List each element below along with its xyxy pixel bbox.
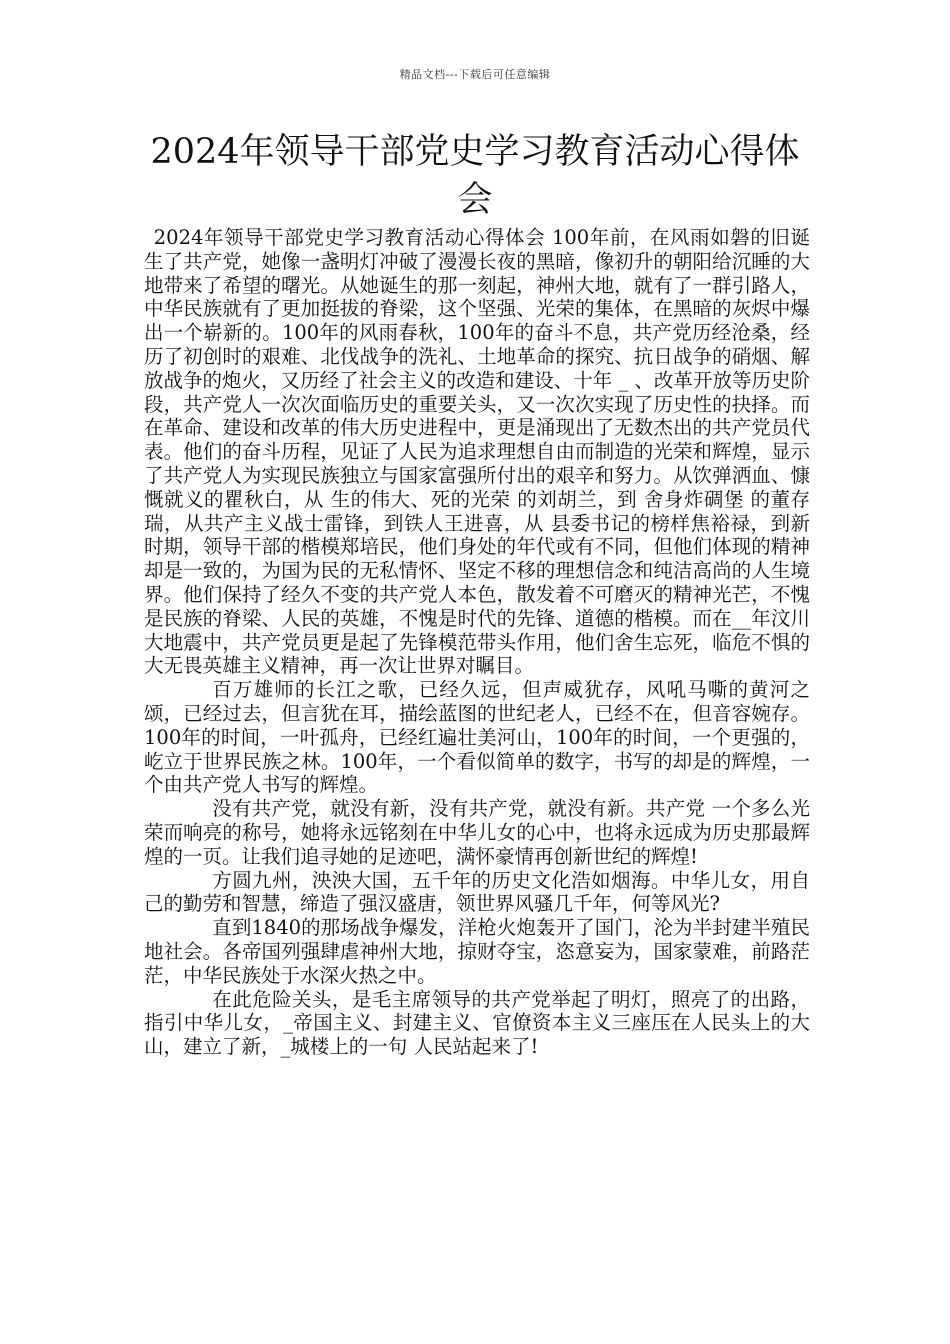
body-paragraph: 没有共产党，就没有新，没有共产党，就没有新。共产党 一个多么光荣而响亮的称号，她将永远铭刻在中华儿女的心中，也将永远成为历史那最辉煌的一页。让我们追寻她的足迹吧，满怀豪情再创新世纪的辉煌! — [144, 797, 810, 868]
document-body — [144, 226, 810, 1059]
header-note: 精品文档---下载后可任意编辑 — [399, 68, 551, 81]
body-paragraph: 方圆九州，泱泱大国，五千年的历史文化浩如烟海。中华儿女，用自己的勤劳和智慧，缔造了强汉盛唐，领世界风骚几千年，何等风光? — [144, 868, 810, 916]
body-paragraph: 直到1840的那场战争爆发，洋枪火炮轰开了国门，沦为半封建半殖民地社会。各帝国列强肆虐神州大地，掠财夺宝，恣意妄为，国家蒙难，前路茫茫，中华民族处于水深火热之中。 — [144, 916, 810, 987]
body-paragraph: 2024年领导干部党史学习教育活动心得体会 100年前，在风雨如磐的旧诞生了共产党，她像一盏明灯冲破了漫漫长夜的黑暗，像初升的朝阳给沉睡的大地带来了希望的曙光。从她诞生的那一刻起，神州大地，就有了一群引路人，中华民族就有了更加挺拔的脊梁，这个坚强、光荣的集体，在黑暗的灰烬中爆出一个崭新的。100年的风雨春秋，100年的奋斗不息，共产党历经沧桑，经历了初创时的艰难、北伐战争的洗礼、土地革命的探究、抗日战争的硝烟、解放战争的炮火，又历经了社会主义的改造和建设、十年 _ 、改革开放等历史阶段，共产党人一次次面临历史的重要关头，又一次次实现了历史性的抉择。而在革命、建设和改革的伟大历史进程中，更是涌现出了无数杰出的共产党员代表。他们的奋斗历程，见证了人民为追求理想自由而制造的光荣和辉煌，显示了共产党人为实现民族独立与国家富强所付出的艰辛和努力。从饮弹洒血、慷慨就义的瞿秋白，从 生的伟大、死的光荣 的刘胡兰，到 舍身炸碉堡 的董存瑞，从共产主义战士雷锋，到铁人王进喜，从 县委书记的榜样焦裕禄，到新时期，领导干部的楷模郑培民，他们身处的年代或有不同，但他们体现的精神却是一致的，为国为民的无私情怀、坚定不移的理想信念和纯洁高尚的人生境界。他们保持了经久不变的共产党人本色，散发着不可磨灭的精神光芒，不愧是民族的脊梁、人民的英雄，不愧是时代的先锋、道德的楷模。而在__年汶川大地震中，共产党员更是起了先锋模范带头作用，他们舍生忘死，临危不惧的大无畏英雄主义精神，再一次让世界对瞩目。 — [144, 226, 810, 678]
document-title: 2024年领导干部党史学习教育活动心得体会 — [150, 132, 800, 220]
body-paragraph: 在此危险关头，是毛主席领导的共产党举起了明灯，照亮了的出路，指引中华儿女，_帝国主义、封建主义、官僚资本主义三座压在人民头上的大山，建立了新，_城楼上的一句 人民站起来了! — [144, 987, 810, 1059]
body-paragraph: 百万雄师的长江之歌，已经久远，但声威犹存，风吼马嘶的黄河之颂，已经过去，但言犹在耳，描绘蓝图的世纪老人，已经不在，但音容婉存。100年的时间，一叶孤舟，已经红遍壮美河山，100年的时间，一个更强的，屹立于世界民族之林。100年，一个看似简单的数字，书写的却是的辉煌，一个由共产党人书写的辉煌。 — [144, 678, 810, 797]
